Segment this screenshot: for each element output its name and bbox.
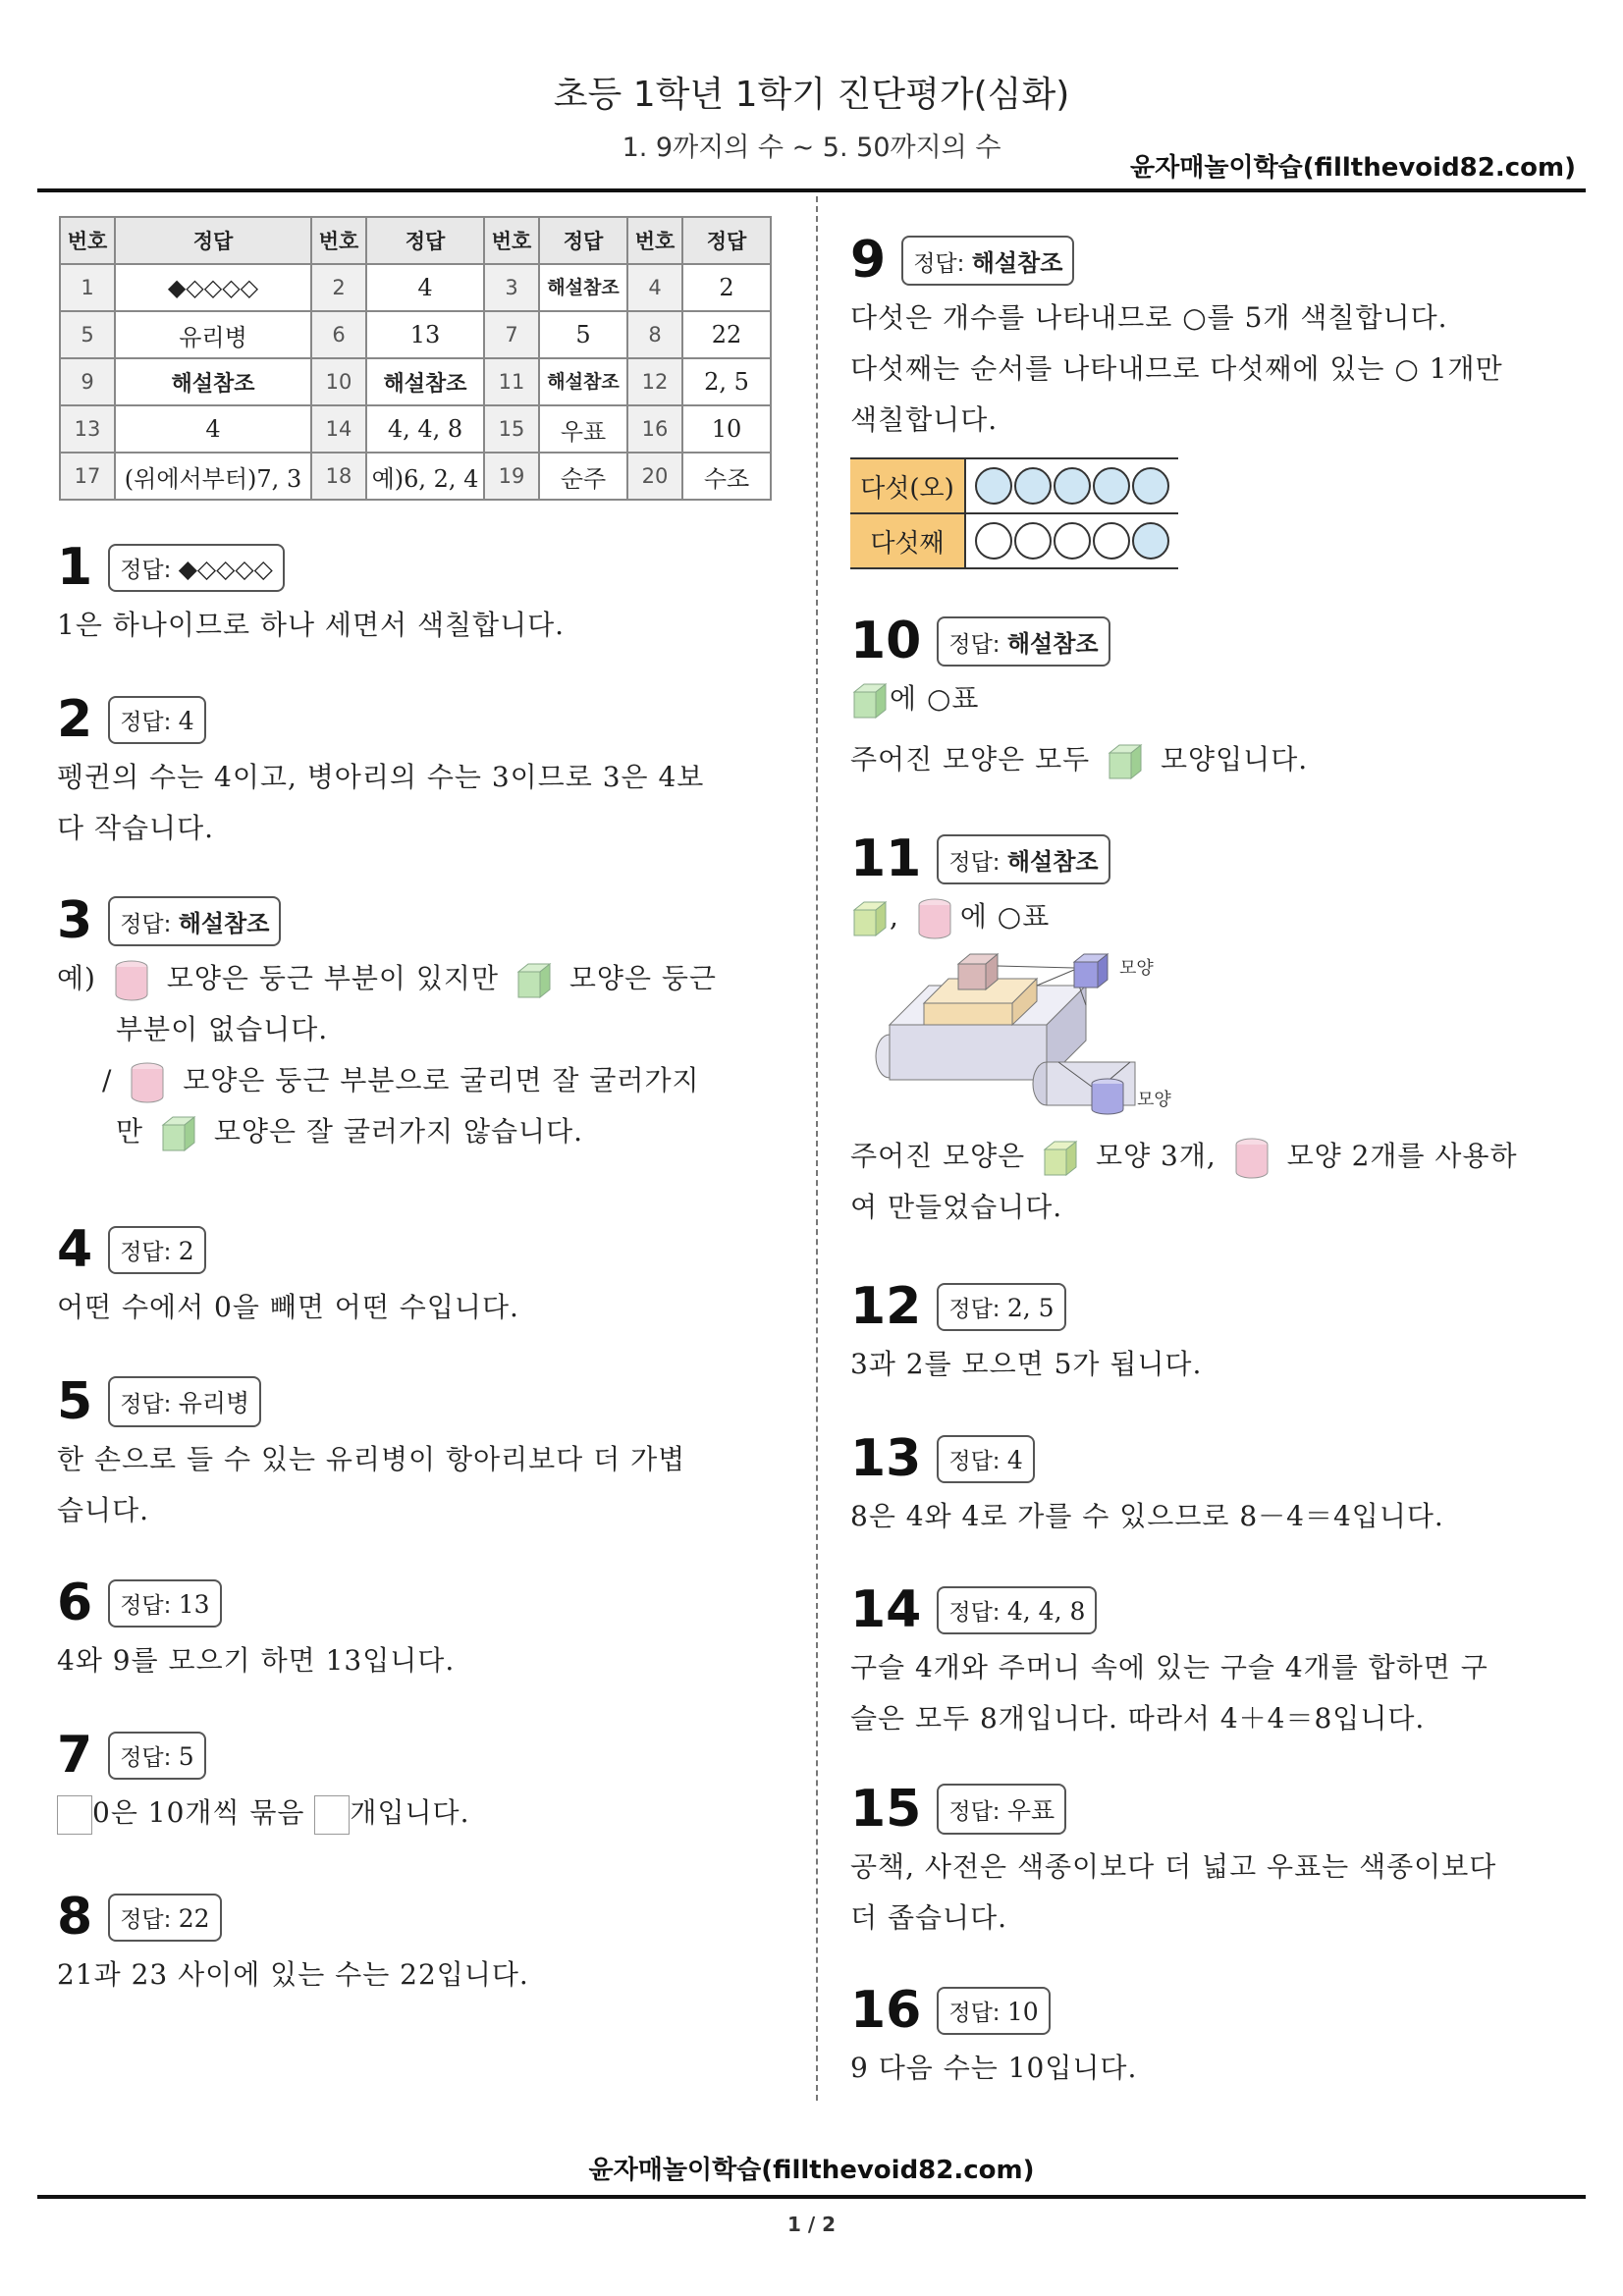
answer-value: 해설참조 <box>1006 629 1099 658</box>
problem-number: 3 <box>57 891 93 950</box>
answer-label: 정답: <box>913 250 972 277</box>
explanation <box>57 1949 764 2001</box>
answer-label: 정답: <box>120 911 179 937</box>
table-cell-ans: 수조 <box>682 453 771 500</box>
answer-label: 정답: <box>120 709 179 735</box>
answer-value: 4 <box>178 706 194 735</box>
answer-box <box>108 1226 205 1274</box>
answer-box <box>108 1376 261 1427</box>
table-header-num: 번호 <box>311 217 366 264</box>
explanation-line: 3과 2를 모으면 5가 됩니다. <box>850 1348 1203 1380</box>
circles-row <box>965 513 1178 568</box>
explanation-line: 다섯째는 순서를 나타내므로 다섯째에 있는 ○ 1개만 <box>850 352 1503 385</box>
explanation-line: 습니다. <box>57 1494 150 1526</box>
table-cell-num: 16 <box>627 405 682 453</box>
explanation-text: 모양입니다. <box>1161 743 1309 775</box>
table-header-ans: 정답 <box>682 217 771 264</box>
table-cell-num: 17 <box>60 453 115 500</box>
explanation-text: / <box>102 1064 113 1096</box>
problem-number: 14 <box>850 1580 922 1639</box>
explanation <box>57 1282 764 1333</box>
problem-number: 2 <box>57 690 93 749</box>
table-header-num: 번호 <box>484 217 539 264</box>
cube-icon <box>850 898 890 939</box>
explanation-line: 구슬 4개와 주머니 속에 있는 구슬 4개를 합하면 구 <box>850 1651 1488 1683</box>
table-cell-num: 7 <box>484 311 539 358</box>
table-cell-ans: (위에서부터)7, 3 <box>115 453 311 500</box>
table-header-num: 번호 <box>627 217 682 264</box>
table-cell-ans: 해설참조 <box>115 358 311 405</box>
explanation-line: 여 만들었습니다. <box>850 1191 1063 1223</box>
answer-label: 정답: <box>120 1744 179 1771</box>
explanation <box>57 600 764 651</box>
page-number: 1 / 2 <box>786 2213 837 2236</box>
answer-label: 정답: <box>948 1296 1007 1322</box>
answer-label: 정답: <box>120 1392 179 1417</box>
table-cell-num: 9 <box>60 358 115 405</box>
table-cell-num: 14 <box>311 405 366 453</box>
explanation-line: 어떤 수에서 0을 빼면 어떤 수입니다. <box>57 1291 519 1323</box>
explanation <box>57 953 764 1157</box>
problem-number: 4 <box>57 1220 93 1279</box>
table-cell-ans: 22 <box>682 311 771 358</box>
table-row <box>60 358 771 405</box>
circles-row <box>965 458 1178 513</box>
answer-box <box>937 834 1109 884</box>
explanation-text: 에 ○표 <box>890 682 980 715</box>
table-cell-ans: 해설참조 <box>539 358 627 405</box>
explanation <box>850 1842 1557 1944</box>
problem-13 <box>850 1426 1557 1542</box>
explanation-text: 주어진 모양은 <box>850 1140 1026 1172</box>
table-cell-ans: 예)6, 2, 4 <box>366 453 484 500</box>
table-cell-num: 2 <box>311 264 366 311</box>
explanation <box>57 752 764 854</box>
answer-box <box>937 1987 1050 2035</box>
problem-number: 11 <box>850 829 922 888</box>
empty-circle <box>1014 522 1052 560</box>
cube-icon <box>850 680 890 721</box>
explanation-text: 0은 10개씩 묶음 <box>92 1796 305 1829</box>
table-cell-ans: 2 <box>682 264 771 311</box>
table-cell-ans: 4 <box>366 264 484 311</box>
table-cell-ans: 해설참조 <box>539 264 627 311</box>
explanation-text: , <box>890 900 899 933</box>
explanation-line: 색칠합니다. <box>850 403 999 436</box>
table-header-ans: 정답 <box>366 217 484 264</box>
table-cell-num: 15 <box>484 405 539 453</box>
problem-number: 6 <box>57 1574 93 1632</box>
answer-box <box>937 1784 1066 1835</box>
answer-box <box>937 1586 1097 1634</box>
problem-15 <box>850 1777 1557 1944</box>
answer-box <box>108 1579 221 1628</box>
answer-table <box>59 216 772 501</box>
explanation <box>850 1491 1557 1542</box>
answer-box <box>108 696 205 744</box>
explanation-line: 펭귄의 수는 4이고, 병아리의 수는 3이므로 3은 4보 <box>57 761 705 793</box>
explanation-line: 4와 9를 모으기 하면 13입니다. <box>57 1644 456 1677</box>
shape-label: 모양 <box>1119 958 1154 979</box>
explanation <box>57 1788 764 1839</box>
page-subtitle: 1. 9까지의 수 ~ 5. 50까지의 수 <box>622 133 1001 163</box>
column-divider <box>816 196 818 2101</box>
fifth-row <box>850 513 1178 568</box>
explanation-line: 공책, 사전은 색종이보다 더 넓고 우표는 색종이보다 <box>850 1850 1497 1883</box>
explanation <box>850 1642 1557 1744</box>
brand-footer: 윤자매놀이학습(fillthevoid82.com) <box>588 2156 1035 2185</box>
filled-circle <box>1132 522 1169 560</box>
problem-2 <box>57 687 764 854</box>
five-circles-table <box>850 457 1178 569</box>
table-cell-ans: ◆◇◇◇◇ <box>115 264 311 311</box>
table-cell-ans: 우표 <box>539 405 627 453</box>
explanation-text: 모양은 잘 굴러가지 않습니다. <box>213 1115 584 1148</box>
blank-box <box>314 1795 350 1835</box>
answer-label: 정답: <box>120 1906 179 1933</box>
empty-circle <box>1093 522 1130 560</box>
problem-7 <box>57 1723 764 1839</box>
stacked-shapes-illustration <box>850 946 1223 1123</box>
table-header-ans: 정답 <box>115 217 311 264</box>
explanation-line: 9 다음 수는 10입니다. <box>850 2052 1138 2084</box>
explanation-text: 모양은 둥근 부분이 있지만 <box>166 962 500 994</box>
answer-label: 정답: <box>948 849 1007 876</box>
explanation-line: 부분이 없습니다. <box>116 1013 329 1045</box>
explanation-line: 슬은 모두 8개입니다. 따라서 4＋4＝8입니다. <box>850 1702 1426 1735</box>
answer-value: 5 <box>178 1741 194 1771</box>
explanation-text: 모양은 둥근 부분으로 굴리면 잘 굴러가지 <box>183 1064 700 1096</box>
answer-value: 우표 <box>1006 1796 1055 1825</box>
answer-label: 정답: <box>120 1592 179 1619</box>
cube-icon <box>1041 1138 1080 1179</box>
answer-value: 4, 4, 8 <box>1006 1596 1086 1626</box>
explanation <box>850 293 1557 446</box>
problem-number: 12 <box>850 1277 922 1336</box>
five-row <box>850 458 1178 513</box>
answer-value: 2 <box>178 1236 194 1265</box>
answer-label: 정답: <box>948 1448 1007 1474</box>
filled-circle <box>1014 467 1052 505</box>
answer-label: 정답: <box>948 1599 1007 1626</box>
answer-box <box>108 1732 205 1780</box>
table-cell-num: 1 <box>60 264 115 311</box>
header-rule <box>37 188 1586 192</box>
table-cell-ans: 순주 <box>539 453 627 500</box>
blank-box <box>57 1795 92 1835</box>
answer-label: 정답: <box>948 631 1007 658</box>
table-cell-ans: 해설참조 <box>366 358 484 405</box>
problem-3 <box>57 888 764 1157</box>
explanation <box>850 2043 1557 2094</box>
table-cell-ans: 5 <box>539 311 627 358</box>
table-cell-num: 3 <box>484 264 539 311</box>
table-header-num: 번호 <box>60 217 115 264</box>
answer-value: 해설참조 <box>971 248 1063 277</box>
table-cell-ans: 유리병 <box>115 311 311 358</box>
table-cell-num: 12 <box>627 358 682 405</box>
table-cell-ans: 4, 4, 8 <box>366 405 484 453</box>
problem-number: 7 <box>57 1726 93 1785</box>
answer-value: 10 <box>1006 1997 1039 2026</box>
answer-value: 2, 5 <box>1006 1293 1055 1322</box>
table-cell-num: 5 <box>60 311 115 358</box>
table-cell-num: 20 <box>627 453 682 500</box>
problem-16 <box>850 1978 1557 2094</box>
answer-value: 해설참조 <box>178 909 270 937</box>
explanation <box>57 1434 764 1536</box>
problem-number: 1 <box>57 538 93 597</box>
table-header-ans: 정답 <box>539 217 627 264</box>
answer-value: 13 <box>178 1589 210 1619</box>
problem-12 <box>850 1274 1557 1390</box>
problem-number: 15 <box>850 1780 922 1839</box>
table-cell-num: 8 <box>627 311 682 358</box>
answer-box <box>108 896 281 946</box>
answer-label: 정답: <box>948 1799 1007 1825</box>
row-label: 다섯(오) <box>850 458 965 513</box>
problem-14 <box>850 1577 1557 1744</box>
table-cell-num: 13 <box>60 405 115 453</box>
explanation <box>850 891 1557 942</box>
explanation <box>850 1131 1557 1233</box>
explanation-line: 21과 23 사이에 있는 수는 22입니다. <box>57 1958 529 1991</box>
answer-box <box>937 1283 1065 1331</box>
cube-icon <box>1106 741 1145 782</box>
table-cell-num: 18 <box>311 453 366 500</box>
filled-circle <box>1093 467 1130 505</box>
problem-1 <box>57 535 764 651</box>
problem-number: 8 <box>57 1888 93 1947</box>
explanation-line: 8은 4와 4로 가를 수 있으므로 8－4＝4입니다. <box>850 1500 1444 1532</box>
shape-label: 모양 <box>1137 1090 1171 1110</box>
answer-label: 정답: <box>120 557 179 583</box>
problem-11 <box>850 827 1557 1233</box>
explanation-text: 에 ○표 <box>959 900 1051 933</box>
answer-value: 해설참조 <box>1006 847 1099 876</box>
answer-value: ◆◇◇◇◇ <box>178 554 273 583</box>
table-header-row <box>60 217 771 264</box>
empty-circle <box>975 522 1012 560</box>
problem-number: 13 <box>850 1429 922 1488</box>
explanation-text: 예) <box>57 962 96 994</box>
explanation-line: 1은 하나이므로 하나 세면서 색칠합니다. <box>57 609 566 641</box>
explanation-line: 더 좁습니다. <box>850 1901 1008 1934</box>
problem-8 <box>57 1885 764 2001</box>
cylinder-icon <box>128 1061 167 1104</box>
problem-6 <box>57 1571 764 1686</box>
cylinder-icon <box>915 897 954 940</box>
problem-10 <box>850 609 1557 785</box>
answer-value: 22 <box>178 1903 210 1933</box>
explanation-text: 모양은 둥근 <box>568 962 717 994</box>
problem-9 <box>850 228 1557 569</box>
table-row <box>60 405 771 453</box>
table-cell-num: 10 <box>311 358 366 405</box>
explanation-text: 모양 2개를 사용하 <box>1286 1140 1518 1172</box>
problem-number: 10 <box>850 612 922 670</box>
table-cell-ans: 2, 5 <box>682 358 771 405</box>
answer-value: 4 <box>1006 1445 1023 1474</box>
answer-box <box>108 1894 221 1942</box>
explanation-line: 한 손으로 들 수 있는 유리병이 항아리보다 더 가볍 <box>57 1443 686 1475</box>
table-cell-ans: 10 <box>682 405 771 453</box>
explanation-line: 다 작습니다. <box>57 812 215 844</box>
filled-circle <box>1054 467 1091 505</box>
explanation-text: 주어진 모양은 모두 <box>850 743 1091 775</box>
answer-label: 정답: <box>948 2000 1007 2026</box>
problem-number: 5 <box>57 1372 93 1431</box>
problem-number: 9 <box>850 231 887 290</box>
table-cell-num: 11 <box>484 358 539 405</box>
answer-value: 유리병 <box>178 1389 250 1417</box>
explanation <box>850 1339 1557 1390</box>
explanation <box>57 1635 764 1686</box>
answer-box <box>937 1435 1034 1483</box>
answer-box <box>901 236 1074 286</box>
explanation-text: 만 <box>116 1115 144 1148</box>
answer-box <box>108 544 285 592</box>
page-title: 초등 1학년 1학기 진단평가(심화) <box>553 75 1070 115</box>
row-label: 다섯째 <box>850 513 965 568</box>
table-row <box>60 453 771 500</box>
cylinder-icon <box>1232 1137 1271 1180</box>
brand-header: 윤자매놀이학습(fillthevoid82.com) <box>1129 153 1576 183</box>
table-row <box>60 311 771 358</box>
cube-icon <box>514 960 554 1001</box>
problem-5 <box>57 1369 764 1536</box>
table-cell-num: 19 <box>484 453 539 500</box>
table-cell-ans: 4 <box>115 405 311 453</box>
cube-icon <box>159 1113 198 1154</box>
explanation-line: 다섯은 개수를 나타내므로 ○를 5개 색칠합니다. <box>850 301 1448 334</box>
cylinder-icon <box>112 959 151 1002</box>
table-cell-num: 6 <box>311 311 366 358</box>
filled-circle <box>1132 467 1169 505</box>
empty-circle <box>1054 522 1091 560</box>
explanation-text: 개입니다. <box>350 1796 470 1829</box>
table-cell-ans: 13 <box>366 311 484 358</box>
answer-box <box>937 616 1109 667</box>
explanation-text: 모양 3개, <box>1096 1140 1217 1172</box>
footer-rule <box>37 2195 1586 2199</box>
explanation <box>850 673 1557 785</box>
problem-number: 16 <box>850 1981 922 2040</box>
answer-label: 정답: <box>120 1239 179 1265</box>
filled-circle <box>975 467 1012 505</box>
table-row <box>60 264 771 311</box>
table-cell-num: 4 <box>627 264 682 311</box>
problem-4 <box>57 1217 764 1333</box>
